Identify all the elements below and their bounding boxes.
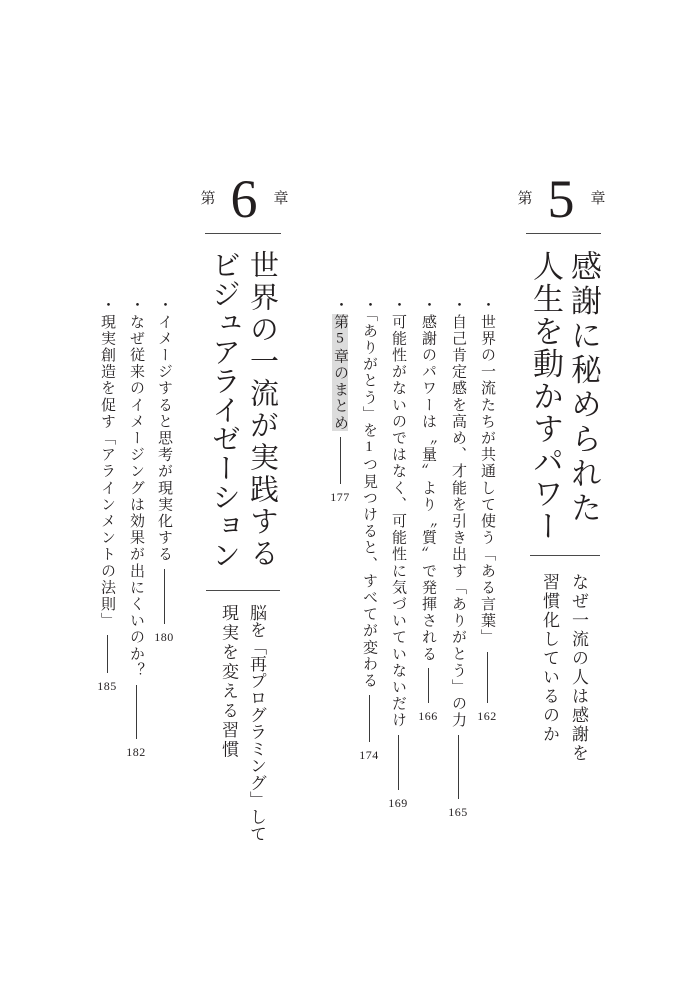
toc-entry [417, 297, 439, 723]
title-rule [206, 590, 280, 591]
bullet: ・ [128, 297, 144, 314]
toc-entry [476, 297, 498, 723]
toc-entry-text: 可能性がないのではなく、可能性に気づいていないだけ [390, 313, 406, 729]
toc-entry [125, 297, 147, 759]
bullet: ・ [390, 297, 406, 314]
page-number: 185 [97, 679, 117, 693]
bullet: ・ [361, 297, 377, 314]
page-number: 174 [359, 748, 379, 762]
chapter-prefix: 第 [517, 191, 533, 207]
bullet: ・ [479, 297, 495, 314]
page-number: 169 [388, 796, 408, 810]
toc-entry [447, 297, 469, 819]
toc-entry [358, 297, 380, 762]
header-rule [526, 233, 601, 234]
title-rule [530, 555, 600, 556]
chapter-subtitle-line-1: 脳を「再プログラミング」して [247, 604, 266, 842]
toc-entry-text: イメージすると思考が現実化する [156, 313, 172, 563]
toc-entry-title [331, 297, 349, 431]
toc-entry [387, 297, 409, 810]
leader-line [369, 695, 370, 742]
chapter-title-line-1: 感謝に秘められた [566, 250, 601, 526]
toc-entry-text: 世界の一流たちが共通して使う「ある言葉」 [479, 313, 495, 646]
leader-line [136, 685, 137, 739]
toc-entry-summary [329, 297, 351, 504]
toc-entry-title [155, 297, 173, 563]
leader-line [487, 652, 488, 703]
toc-entry-title [98, 297, 116, 629]
toc-entry-text: 自己肯定感を高め、才能を引き出す「ありがとう」の力 [450, 313, 466, 729]
chapter-number: 6 [230, 169, 258, 229]
toc-entry-title [478, 297, 496, 646]
chapter-title-line-2: ビジュアライゼーション [208, 250, 240, 569]
toc-entry-title [419, 297, 437, 662]
toc-entry-title [389, 297, 407, 729]
toc-entry-title [360, 297, 378, 689]
chapter-title-line-2: 人生を動かすパワー [528, 250, 563, 543]
toc-entry-text: 感謝のパワーは〝量〟より〝質〟で発揮される [420, 313, 436, 663]
chapter-number: 5 [547, 169, 575, 229]
chapter-suffix: 章 [590, 191, 606, 207]
bullet: ・ [156, 297, 172, 314]
toc-entry-text-highlighted: 第5章のまとめ [332, 313, 348, 431]
page-number: 162 [477, 709, 497, 723]
page-number: 165 [448, 805, 468, 819]
page-number: 166 [418, 709, 438, 723]
leader-line [107, 635, 108, 673]
chapter-subtitle-line-2: 習慣化しているのか [540, 573, 559, 744]
chapter-prefix: 第 [200, 191, 216, 207]
toc-entry-title [127, 297, 145, 679]
leader-line [428, 668, 429, 703]
toc-entry [153, 297, 175, 644]
toc-entry-text: なぜ従来のイメージングは効果が出にくいのか？ [128, 313, 144, 679]
bullet: ・ [420, 297, 436, 314]
toc-entry-title [449, 297, 467, 729]
chapter-title-line-1: 世界の一流が実践する [246, 250, 278, 570]
leader-line [164, 569, 165, 624]
leader-line [340, 437, 341, 484]
bullet: ・ [450, 297, 466, 314]
chapter-suffix: 章 [273, 191, 289, 207]
leader-line [398, 735, 399, 790]
page-number: 180 [154, 630, 174, 644]
chapter-subtitle-line-1: なぜ一流の人は感謝を [569, 573, 588, 763]
bullet: ・ [332, 297, 348, 314]
page-number: 182 [126, 745, 146, 759]
page-number: 177 [330, 490, 350, 504]
header-rule [205, 233, 281, 234]
chapter-subtitle-line-2: 現実を変える習慣 [219, 604, 238, 760]
leader-line [458, 735, 459, 799]
bullet: ・ [99, 297, 115, 314]
toc-entry-text: 現実創造を促す「アラインメントの法則」 [99, 313, 115, 630]
toc-entry [96, 297, 118, 693]
toc-entry-text: 「ありがとう」を1つ見つけると、すべてが変わる [361, 313, 377, 689]
